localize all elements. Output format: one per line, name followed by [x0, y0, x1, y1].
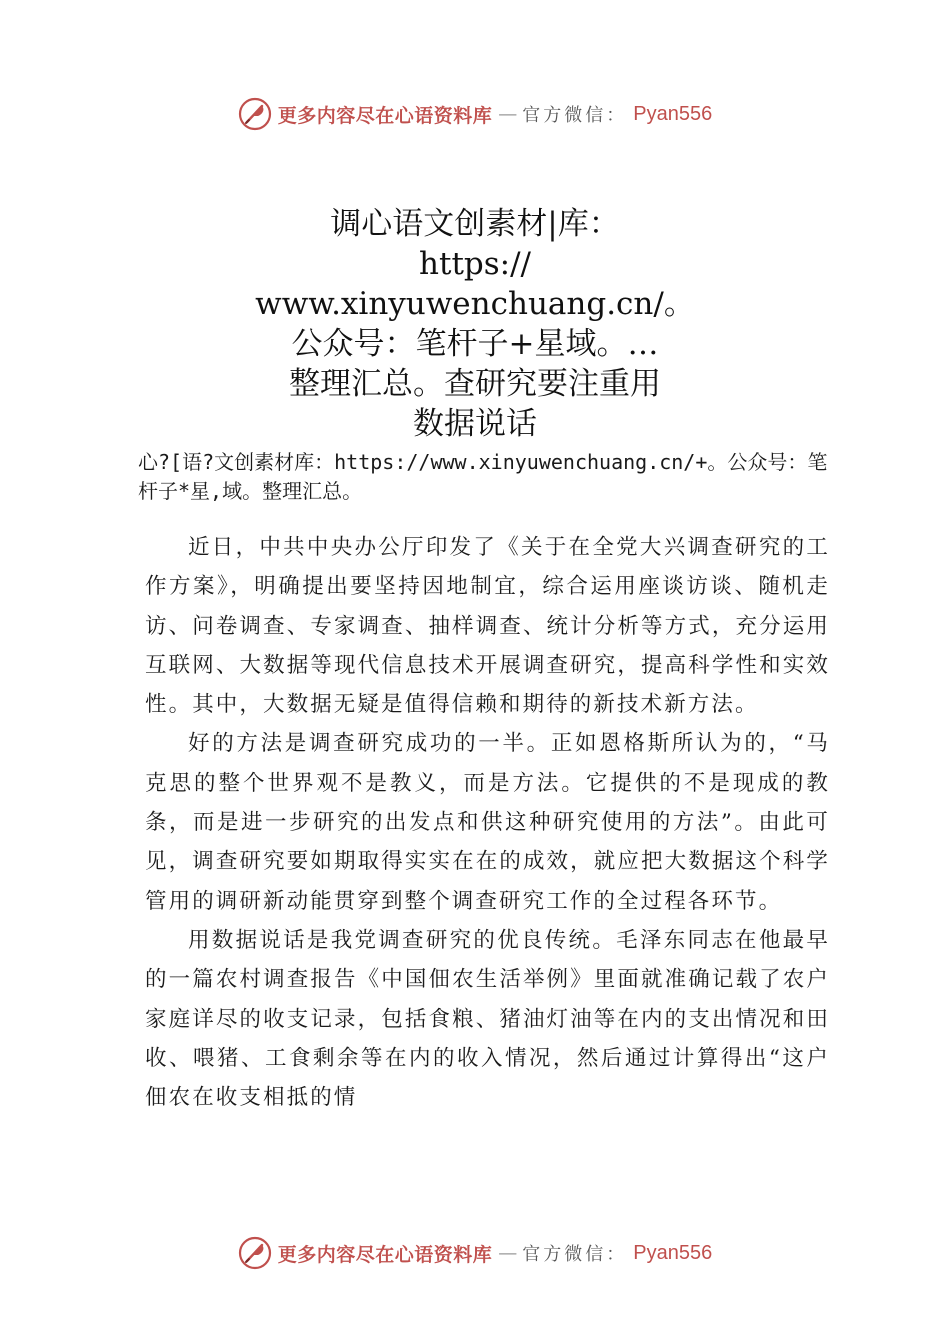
body-paragraph: 好的方法是调查研究成功的一半。正如恩格斯所认为的，“马克思的整个世界观不是教义，而是方法。它提供的不是现成的教条，而是进一步研究的出发点和供这种研究使用的方法”。由此可见，调查研究要如期取得实实在在的成效，就应把大数据这个科学管用的调研新动能贯穿到整个调查研究工作的全过程各环节。 [145, 731, 830, 914]
footer-banner [0, 1233, 950, 1273]
body-paragraph: 近日，中共中央办公厅印发了《关于在全党大兴调查研究的工作方案》，明确提出要坚持因地制宜，综合运用座谈访谈、随机走访、问卷调查、专家调查、抽样调查、统计分析等方式，充分运用互联网、大数据等现代信息技术开展调查研究，提高科学性和实效性。其中，大数据无疑是值得信赖和期待的新技术新方法。 [145, 535, 830, 718]
document-title [0, 204, 950, 444]
document-body [145, 528, 830, 1117]
banner-lead-text: 更多内容尽在心语资料库 [277, 1243, 493, 1266]
banner-lead-text: 更多内容尽在心语资料库 [277, 104, 493, 127]
header-banner [0, 94, 950, 134]
title-line: https:// [419, 246, 531, 282]
title-line: 公众号：笔杆子+星域。… [291, 326, 659, 362]
banner-wechat-label: 官方微信： [522, 105, 628, 126]
body-paragraph: 用数据说话是我党调查研究的优良传统。毛泽东同志在他最早的一篇农村调查报告《中国佃农生活举例》里面就准确记载了农户家庭详尽的收支记录，包括食粮、猪油灯油等在内的支出情况和田收、喂猪、工食剩余等在内的收入情况，然后通过计算得出“这户佃农在收支相抵的情 [145, 927, 830, 1111]
banner-dash: — [498, 103, 517, 125]
banner-dash: — [498, 1242, 517, 1264]
banner-wechat-label: 官方微信： [522, 1244, 628, 1265]
banner-wechat-handle: Pyan556 [633, 102, 713, 125]
title-line: 调心语文创素材|库： [330, 206, 620, 242]
title-line: www.xinyuwenchuang.cn/。 [255, 286, 695, 322]
source-subtitle: 心?[语?文创素材库：https://www.xinyuwenchuang.cn/+。公众号：笔杆子*星,域。整理汇总。 [138, 450, 828, 503]
title-line: 整理汇总。查研究要注重用 [289, 366, 661, 402]
quill-pen-logo-icon [238, 97, 272, 131]
quill-pen-logo-icon [238, 1236, 272, 1270]
banner-wechat-handle: Pyan556 [633, 1241, 713, 1264]
title-line: 数据说话 [413, 406, 537, 442]
